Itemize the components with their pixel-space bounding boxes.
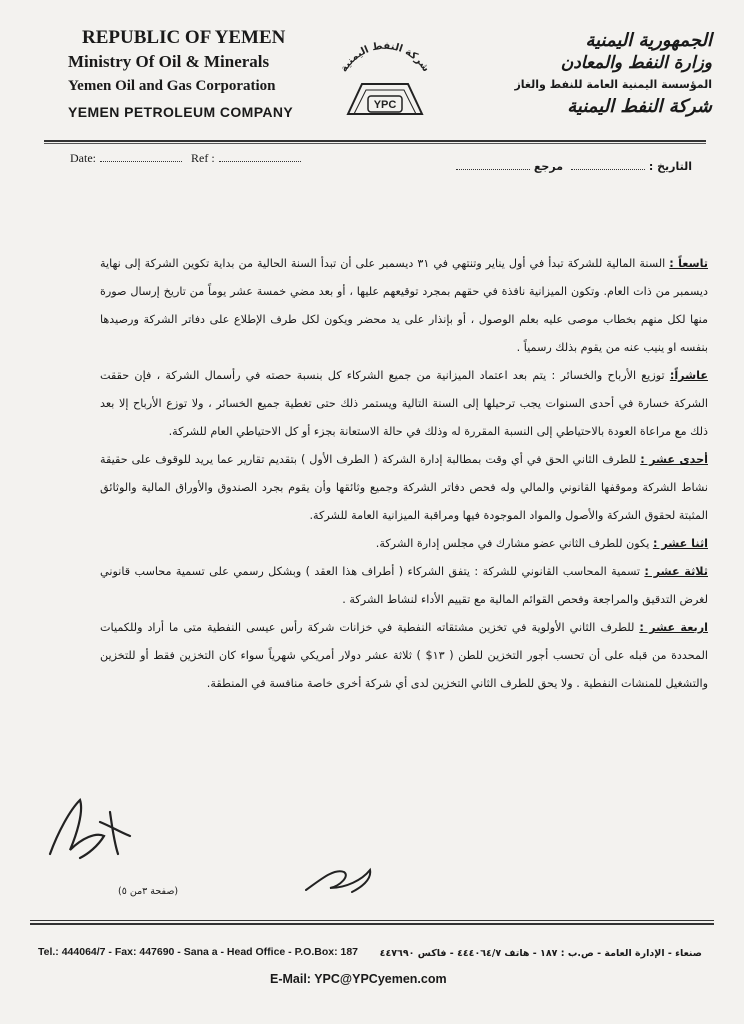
clause-9	[100, 250, 708, 362]
ar-date-field	[571, 160, 645, 170]
signature-right-icon	[300, 858, 390, 898]
clause-text: يكون للطرف الثاني عضو مشارك في مجلس إدارة الشركة.	[375, 537, 650, 550]
footer-divider-thin	[30, 920, 714, 921]
clause-heading: أحدى عشر :	[640, 453, 708, 466]
clause-text: للطرف الثاني الأولوية في تخزين مشتقاته النفطية في خزانات شركة رأس عيسى النفطية متى ما أراد وللكميات المحددة من قبله على أن تحسب أجور التخزين للطن ( ١٣$ ) ثلاثة عشر دولار أمريكي شهرياً سواء كان التخزين فقط أو للتخزين والتشغيل للمنشات النفطية . ولا يحق للطرف الثاني التخزين لدى أي شركة أخرى خاصة منافسة في المنطقة.	[100, 621, 708, 690]
ar-ref-field	[456, 160, 530, 170]
footer-contact-english: Tel.: 444064/7 - Fax: 447690 - Sana a - Head Office - P.O.Box: 187	[38, 946, 359, 958]
letterhead-corporation: Yemen Oil and Gas Corporation	[68, 78, 276, 94]
header-divider-thin	[44, 143, 706, 144]
logo-arc-text: شركة النفط اليمنية	[338, 40, 432, 75]
letterhead-english	[68, 26, 308, 126]
letterhead-arabic	[502, 30, 712, 118]
ar-ref-label: مرجع	[533, 160, 564, 173]
letterhead-republic: REPUBLIC OF YEMEN	[82, 27, 286, 48]
logo-ypc-text: YPC	[373, 99, 397, 111]
page-number: (صفحة ٣من ٥)	[118, 886, 179, 897]
clause-text: توزيع الأرباح والخسائر : يتم بعد اعتماد الميزانية من جميع الشركاء كل بنسبة حصته في رأسمال الشركة ، فإن حققت الشركة خسارة في أحدى السنوات يجب ترحيلها إلى السنة التالية ويستمر ذلك حتى تغطية جميع الخسائر ، ولا توزع الأرباح إلا بعد ذلك مع مراعاة العودة بالاحتياطي إلى النسبة المقررة له وذلك في حالة الاستعانة بجزء أو كل الاحتياطي العام للشركة.	[100, 369, 708, 438]
letterhead-company: YEMEN PETROLEUM COMPANY	[68, 104, 294, 120]
clause-heading: تاسعاً :	[669, 257, 709, 270]
date-ref-arabic	[452, 160, 692, 173]
clause-text: للطرف الثاني الحق في أي وقت بمطالبة إدارة الشركة ( الطرف الأول ) بتقديم تقارير عما يريد للوقوف على حقيقة نشاط الشركة وموقفها القانوني والمالي وله فحص دفاتر الشركة وجميع وثائقها وأن يقوم بجرد الصندوق والأوراق المالية والوثائق المثبتة لحقوق الشركة والأصول والمواد الموجودة فيها ومراقبة الميزانية العامة للشركة.	[100, 453, 708, 522]
ar-date-label: التاريخ :	[648, 160, 692, 173]
clause-heading: اثنا عشر :	[652, 537, 708, 550]
clause-14	[100, 614, 708, 698]
footer-contact-arabic: صنعاء - الإدارة العامة - ص.ب : ١٨٧ - هاتف ٤٤٤٠٦٤/٧ - فاكس ٤٤٧٦٩٠	[379, 948, 702, 959]
date-label: Date:	[70, 151, 96, 165]
clause-heading: ثلاثة عشر :	[644, 565, 708, 578]
footer-divider	[30, 923, 714, 925]
clause-10	[100, 362, 708, 446]
ref-field	[219, 152, 301, 162]
letterhead-ar-company: شركة النفط اليمنية	[567, 96, 712, 117]
clause-13	[100, 558, 708, 614]
date-ref-english	[70, 151, 307, 166]
clause-heading: اربعة عشر :	[639, 621, 708, 634]
letterhead-ar-republic: الجمهورية اليمنية	[585, 30, 712, 51]
footer-email: E-Mail: YPC@YPCyemen.com	[270, 972, 447, 986]
clause-text: تسمية المحاسب القانوني للشركة : يتفق الشركاء ( أطراف هذا العقد ) وبشكل رسمي على تسمية محاسب قانوني لغرض التدقيق والمراجعة وفحص القوائم المالية مع تقييم الأداء لنشاط الشركة .	[100, 565, 708, 606]
clause-11	[100, 446, 708, 530]
clause-heading: عاشراً:	[669, 369, 708, 382]
ref-label: Ref :	[191, 151, 215, 165]
letterhead-ar-ministry: وزارة النفط والمعادن	[560, 53, 712, 73]
clause-text: السنة المالية للشركة تبدأ في أول يناير وتنتهي في ٣١ ديسمبر على أن تبدأ السنة الحالية من بداية تكوين الشركة إلى نهاية ديسمبر من ذات العام. وتكون الميزانية نافذة في حقهم بمجرد توقيعهم عليها ، أو بعد مضي خمسة عشر يوماً من تاريخ إرسال صورة منها لكل منهم بخطاب موصى عليه بعلم الوصول ، أو بإنذار على يد محضر ويكون لكل طرف الإطلاع على دفاتر الشركة ورصيدها بنفسه او ينيب عنه من يقوم بذلك رسمياً .	[100, 257, 708, 354]
document-body	[100, 250, 708, 698]
date-field	[100, 152, 182, 162]
ypc-logo-icon	[326, 40, 444, 132]
letterhead-ar-corporation: المؤسسة اليمنية العامة للنفط والغاز	[514, 78, 712, 91]
letterhead-ministry: Ministry Of Oil & Minerals	[68, 52, 270, 71]
clause-12	[100, 530, 708, 558]
svg-text:شركة النفط اليمنية	[339, 41, 432, 74]
signature-left-icon	[40, 792, 140, 872]
header-divider	[44, 140, 706, 142]
